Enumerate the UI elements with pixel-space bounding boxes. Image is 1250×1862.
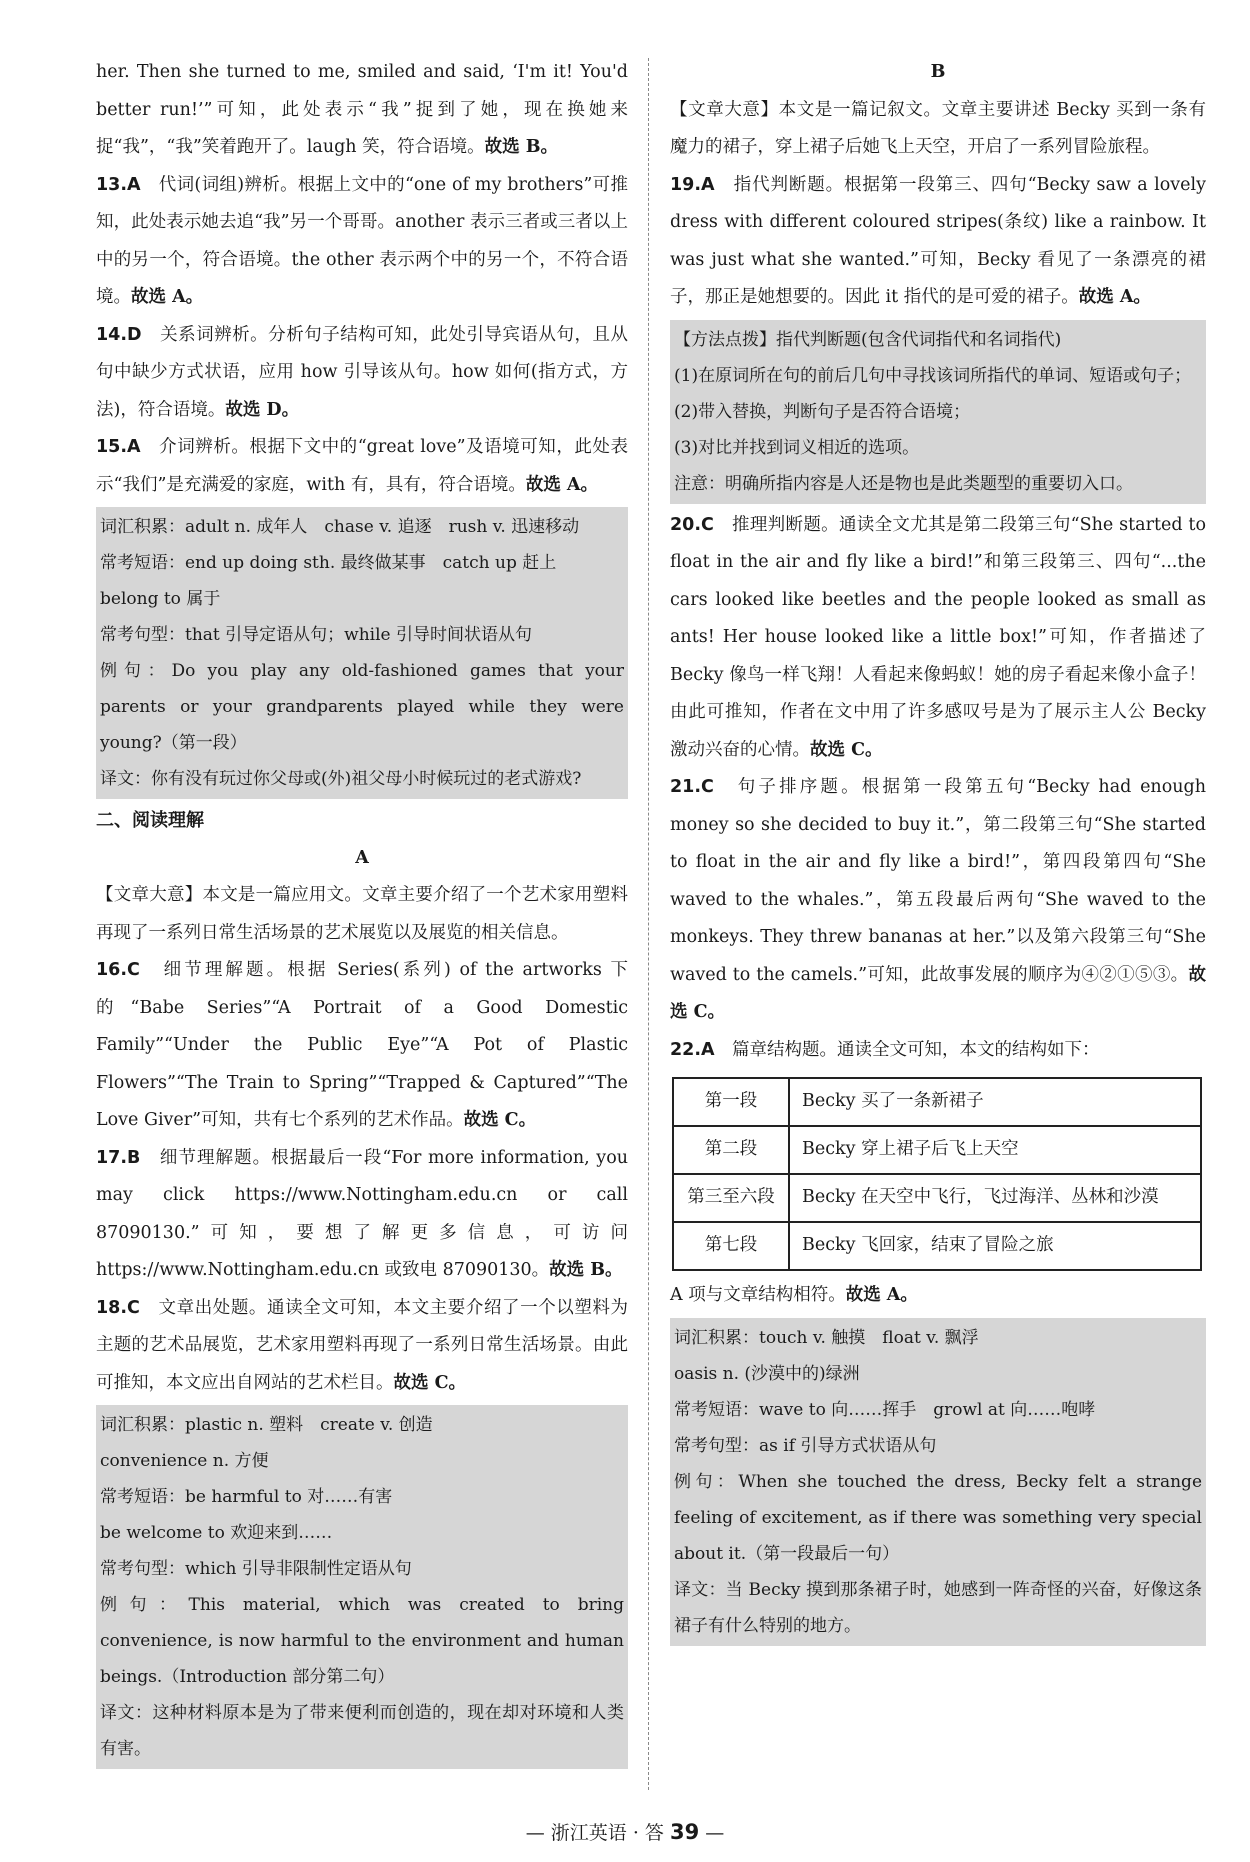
q19-explanation: 19.A 指代判断题。根据第一段第三、四句“Becky saw a lovely dress with different coloured stripes(条纹) like a rainbow. It was just what she wanted.”可知，Becky 看见了一条漂亮的裙子，那正是她想要的。因此 it 指代的是可爱的裙子。故选 A。 <box>670 174 1207 307</box>
box-line: (3)对比并找到词义相近的选项。 <box>674 437 920 458</box>
table-cell: 第二段 <box>673 1126 789 1174</box>
box-line: 词汇积累：plastic n. 塑料 create v. 创造 <box>100 1415 433 1435</box>
footer-tail: — <box>705 1822 725 1844</box>
vocab-box-3 <box>670 1318 1206 1646</box>
page-number: 39 <box>669 1820 700 1844</box>
box-line: 注意：明确所指内容是人还是物也是此类题型的重要切入口。 <box>674 473 1133 494</box>
q17-explanation: 17.B 细节理解题。根据最后一段“For more information, you may click https://www.Nottingham.edu.cn or call 87090130.”可知，要想了解更多信息，可访问 https://www.Nottingham.edu.cn 或致电 87090130。故选 B。 <box>96 1147 628 1280</box>
table-cell: 第一段 <box>673 1078 789 1126</box>
box-line: be welcome to 欢迎来到…… <box>100 1523 333 1543</box>
q21-explanation: 21.C 句子排序题。根据第一段第五句“Becky had enough money so she decided to buy it.”，第二段第三句“She started to float in the air and fly like a bird!”，第四段第四句“She waved to the whales.”，第五段最后两句“She waved to the monkeys. They threw bananas at her.”以及第六段第三句“She waved to the camels.”可知，此故事发展的顺序为④②①⑤③。故选 C。 <box>670 777 1206 1022</box>
box-line: 常考句型：as if 引导方式状语从句 <box>674 1435 937 1456</box>
method-tip-box <box>670 320 1206 504</box>
left-column <box>96 54 628 1772</box>
box-line: 例句：Do you play any old-fashioned games that your parents or your grandparents played while they were young?（第一段） <box>100 661 624 753</box>
passage-b-summary: 【文章大意】本文是一篇记叙文。文章主要讲述 Becky 买到一条有魔力的裙子，穿上裙子后她飞上天空，开启了一系列冒险旅程。 <box>670 99 1206 157</box>
q14-explanation: 14.D 关系词辨析。分析句子结构可知，此处引导宾语从句，且从句中缺少方式状语，应用 how 引导该从句。how 如何(指方式，方法)，符合语境。故选 D。 <box>96 324 629 420</box>
section-heading: 二、阅读理解 <box>96 810 204 831</box>
q12-continuation: her. Then she turned to me, smiled and said, ‘I'm it! You'd better run!’”可知，此处表示“我”捉到了她，现在换她来捉“我”，“我”笑着跑开了。laugh 笑，符合语境。故选 B。 <box>96 62 628 157</box>
box-line: 词汇积累：touch v. 触摸 float v. 飘浮 <box>674 1327 979 1348</box>
right-column <box>670 54 1206 1649</box>
box-line: 译文：这种材料原本是为了带来便利而创造的，现在却对环境和人类有害。 <box>100 1703 624 1759</box>
table-cell: Becky 穿上裙子后飞上天空 <box>789 1126 1201 1174</box>
column-divider <box>648 58 649 1790</box>
passage-a-label: A <box>355 847 369 868</box>
box-line: 例句：When she touched the dress, Becky felt a strange feeling of excitement, as if there was something very special about it.（第一段最后一句） <box>674 1471 1202 1564</box>
box-line: 常考短语：end up doing sth. 最终做某事 catch up 赶上 <box>100 553 557 573</box>
passage-b-label: B <box>930 62 946 82</box>
q22-conclusion: A 项与文章结构相符。故选 A。 <box>670 1285 918 1305</box>
table-cell: Becky 飞回家，结束了冒险之旅 <box>789 1222 1201 1270</box>
table-cell: 第七段 <box>673 1222 789 1270</box>
table-cell: 第三至六段 <box>673 1174 789 1222</box>
box-line: convenience n. 方便 <box>100 1451 269 1471</box>
box-line: 常考句型：which 引导非限制性定语从句 <box>100 1559 412 1579</box>
footer-label: — 浙江英语 · 答 <box>525 1822 664 1844</box>
box-line: 【方法点拨】指代判断题(包含代词指代和名词指代) <box>674 329 1062 350</box>
table-row <box>673 1174 1201 1222</box>
box-line: (1)在原词所在句的前后几句中寻找该词所指代的单词、短语或句子； <box>674 365 1192 386</box>
table-row <box>673 1078 1201 1126</box>
q13-explanation: 13.A 代词(词组)辨析。根据上文中的“one of my brothers”可推知，此处表示她去追“我”另一个哥哥。another 表示三者或三者以上中的另一个，符合语境。the other 表示两个中的另一个，不符合语境。故选 A。 <box>96 174 628 307</box>
box-line: 常考短语：be harmful to 对……有害 <box>100 1487 393 1507</box>
vocab-box-2 <box>96 1405 628 1769</box>
box-line: 常考句型：that 引导定语从句；while 引导时间状语从句 <box>100 625 532 645</box>
box-line: 词汇积累：adult n. 成年人 chase v. 追逐 rush v. 迅速移动 <box>100 517 580 537</box>
q16-explanation: 16.C 细节理解题。根据 Series(系列) of the artworks 下的“Babe Series”“A Portrait of a Good Domestic Family”“Under the Public Eye”“A Pot of Plastic Flowers”“The Train to Spring”“Trapped & Captured”“The Love Giver”可知，共有七个系列的艺术作品。故选 C。 <box>96 960 628 1130</box>
box-line: (2)带入替换，判断句子是否符合语境； <box>674 401 971 422</box>
table-cell: Becky 在天空中飞行，飞过海洋、丛林和沙漠 <box>789 1174 1201 1222</box>
q15-explanation: 15.A 介词辨析。根据下文中的“great love”及语境可知，此处表示“我们”是充满爱的家庭，with 有，具有，符合语境。故选 A。 <box>96 437 628 495</box>
table-cell: Becky 买了一条新裙子 <box>789 1078 1201 1126</box>
page-footer <box>0 1818 1250 1845</box>
box-line: 常考短语：wave to 向……挥手 growl at 向……咆哮 <box>674 1399 1096 1420</box>
table-row <box>673 1222 1201 1270</box>
structure-table <box>672 1077 1202 1271</box>
box-line: 例句：This material, which was created to bring convenience, is now harmful to the environment and human beings.（Introduction 部分第二句） <box>100 1595 624 1687</box>
box-line: oasis n. (沙漠中的)绿洲 <box>674 1363 860 1384</box>
box-line: 译文：你有没有玩过你父母或(外)祖父母小时候玩过的老式游戏? <box>100 769 582 789</box>
passage-a-summary: 【文章大意】本文是一篇应用文。文章主要介绍了一个艺术家用塑料再现了一系列日常生活场景的艺术展览以及展览的相关信息。 <box>96 885 628 943</box>
q20-explanation: 20.C 推理判断题。通读全文尤其是第二段第三句“She started to float in the air and fly like a bird!”和第三段第三、四句“...the cars looked like beetles and the people looked as small as ants! Her house looked like a little box!”可知，作者描述了 Becky 像鸟一样飞翔！人看起来像蚂蚁！她的房子看起来像小盒子！由此可推知，作者在文中用了许多感叹号是为了展示主人公 Becky 激动兴奋的心情。故选 C。 <box>670 514 1206 760</box>
q18-explanation: 18.C 文章出处题。通读全文可知，本文主要介绍了一个以塑料为主题的艺术品展览，艺术家用塑料再现了一系列日常生活场景。由此可推知，本文应出自网站的艺术栏目。故选 C。 <box>96 1297 629 1393</box>
box-line: 译文：当 Becky 摸到那条裙子时，她感到一阵奇怪的兴奋，好像这条裙子有什么特别的地方。 <box>674 1579 1202 1636</box>
table-row <box>673 1126 1201 1174</box>
box-line: belong to 属于 <box>100 589 221 609</box>
vocab-box-1 <box>96 507 628 799</box>
q22-explanation: 22.A 篇章结构题。通读全文可知，本文的结构如下： <box>670 1039 1100 1060</box>
